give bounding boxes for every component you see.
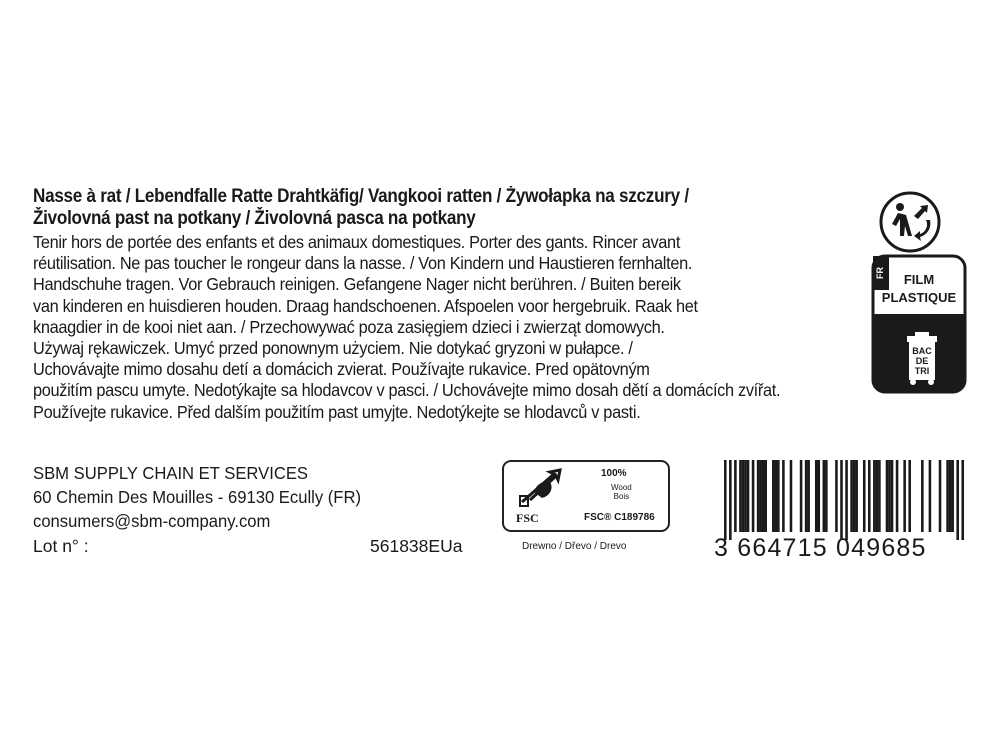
- barcode-bar: [775, 460, 778, 532]
- bin-label-3: TRI: [914, 366, 930, 376]
- barcode-bar: [777, 460, 780, 532]
- barcode-bar: [896, 460, 899, 532]
- barcode-bar: [790, 460, 793, 532]
- barcode-bar: [949, 460, 952, 532]
- barcode-bar: [744, 460, 747, 532]
- barcode-bar: [903, 460, 906, 532]
- fsc-wood: Wood: [611, 483, 632, 492]
- barcode-bar: [747, 460, 750, 532]
- barcode-bar: [891, 460, 894, 532]
- fsc-certification-box: [502, 460, 670, 532]
- barcode-bar: [908, 460, 911, 532]
- barcode-bar: [878, 460, 881, 532]
- barcode-bar: [772, 460, 775, 532]
- fsc-percent: 100%: [601, 468, 627, 479]
- lot-number: 561838EUa: [370, 536, 463, 556]
- recycling-info-badge: [871, 254, 967, 394]
- body-line: použitím pascu umyte. Nedotýkajte sa hlodavcov v pasci. / Uchovávejte mimo dosah dětí a domácích zvířat.: [33, 380, 781, 401]
- barcode-bar: [805, 460, 808, 532]
- body-line: réutilisation. Ne pas toucher le rongeur dans la nasse. / Von Kindern und Haustieren fernhalten.: [33, 253, 693, 274]
- barcode-bar: [800, 460, 803, 532]
- barcode-bar: [739, 460, 742, 532]
- barcode-bar: [815, 460, 818, 532]
- company-email: consumers@sbm-company.com: [33, 511, 271, 531]
- barcode-bar: [835, 460, 838, 532]
- body-line: Tenir hors de portée des enfants et des animaux domestiques. Porter des gants. Rincer avant: [33, 232, 681, 252]
- barcode-bar: [807, 460, 810, 532]
- title-line-2: Živolovná past na potkany / Živolovná pasca na potkany: [33, 208, 476, 229]
- barcode-bar: [825, 460, 828, 532]
- fsc-bois: Bois: [613, 492, 630, 501]
- barcode-digits: 3 664715 049685: [714, 534, 927, 562]
- barcode-bar: [863, 460, 866, 532]
- barcode-bar: [855, 460, 858, 532]
- barcode-bar: [956, 460, 959, 540]
- barcode-bar: [823, 460, 826, 532]
- barcode-bar: [853, 460, 856, 532]
- product-title: [33, 186, 863, 230]
- barcode-bar: [845, 460, 848, 540]
- bin-label-1: BAC: [912, 346, 932, 356]
- fsc-tree-icon: [514, 466, 564, 510]
- barcode-bar: [764, 460, 767, 532]
- country-code: FR: [875, 267, 885, 279]
- barcode-bar: [876, 460, 879, 532]
- barcode-bar: [873, 460, 876, 532]
- company-street: 60 Chemin Des Mouilles - 69130 Ecully (FR): [33, 487, 362, 507]
- barcode-bar: [752, 460, 755, 532]
- triman-recycling-icon: [878, 190, 942, 254]
- plastique-label: PLASTIQUE: [881, 290, 957, 305]
- barcode-bar: [729, 460, 732, 540]
- bin-label-2: DE: [915, 356, 929, 366]
- material-translation: Drewno / Dřevo / Drevo: [522, 541, 627, 552]
- barcode-bar: [724, 460, 727, 540]
- barcode-bar: [929, 460, 932, 532]
- barcode-bar: [762, 460, 765, 532]
- barcode-bar: [951, 460, 954, 532]
- barcode-bar: [759, 460, 762, 532]
- ean13-barcode: [724, 460, 964, 540]
- barcode-bar: [840, 460, 843, 540]
- product-label: [33, 186, 973, 423]
- body-line: Používejte rukavice. Před dalším použitím past umyjte. Nedotýkejte se hlodavců v pasti.: [33, 401, 641, 422]
- barcode-bar: [868, 460, 871, 532]
- fsc-code: FSC® C189786: [584, 512, 655, 523]
- barcode-bar: [734, 460, 737, 532]
- film-label: FILM: [903, 272, 935, 287]
- fsc-logo-text: FSC: [516, 511, 539, 525]
- barcode-bar: [921, 460, 924, 532]
- fsc-material-type: [611, 483, 632, 501]
- company-address: [33, 461, 361, 533]
- title-line-1: Nasse à rat / Lebendfalle Ratte Drahtkäfig/ Vangkooi ratten / Żywołapka na szczury /: [33, 186, 689, 207]
- body-line: van kinderen en huisdieren houden. Draag handschoenen. Afspoelen voor hergebruik. Raak het: [33, 295, 698, 316]
- barcode-bar: [782, 460, 785, 532]
- body-line: Handschuhe tragen. Vor Gebrauch reinigen. Gefangene Nager nicht berühren. / Buiten bereik: [33, 274, 681, 295]
- body-line: Uchovávajte mimo dosahu detí a domácich zvierat. Používajte rukavice. Pred opätovným: [33, 359, 650, 380]
- body-line: knaagdier in de kooi niet aan. / Przechowywać poza zasięgiem dzieci i zwierząt domowych.: [33, 316, 665, 337]
- barcode-bar: [742, 460, 745, 532]
- body-line: Używaj rękawiczek. Umyć przed ponownym użyciem. Nie dotykać gryzoni w pułapce. /: [33, 337, 633, 358]
- lot-label: Lot n° :: [33, 536, 89, 556]
- safety-instructions: [33, 232, 818, 423]
- barcode-bar: [888, 460, 891, 532]
- barcode-bar: [817, 460, 820, 532]
- barcode-bar: [886, 460, 889, 532]
- company-name: SBM SUPPLY CHAIN ET SERVICES: [33, 463, 309, 483]
- barcode-bar: [946, 460, 949, 532]
- barcode-bar: [757, 460, 760, 532]
- barcode-bar: [939, 460, 942, 532]
- barcode-bar: [850, 460, 853, 532]
- barcode-bar: [961, 460, 964, 540]
